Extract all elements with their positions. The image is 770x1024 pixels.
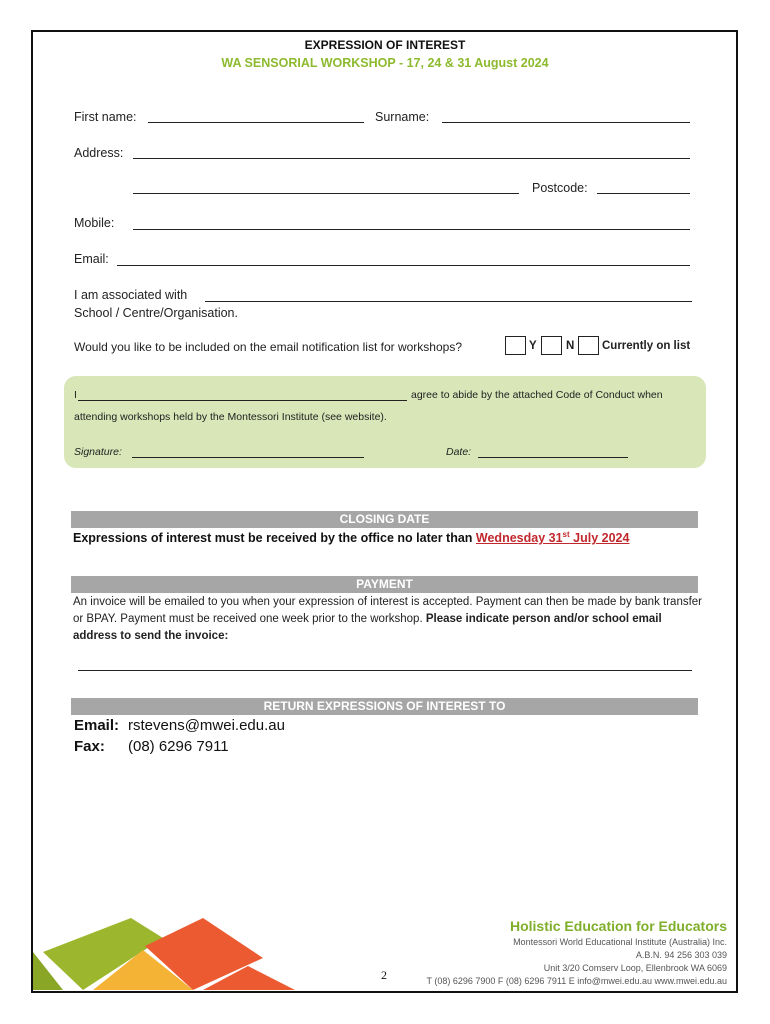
closing-date-text-line [73, 530, 629, 545]
closing-date-value [476, 531, 630, 545]
payment-text: An invoice will be emailed to you when your expression of interest is accepted. Payment can then be made by bank transfer or BPAY. Payment must be received one week prior to the workshop. [73, 596, 703, 625]
checkbox-currently-on-list[interactable] [578, 336, 599, 355]
footer-contact: T (08) 6296 7900 F (08) 6296 7911 E info@mwei.edu.au www.mwei.edu.au [426, 976, 727, 986]
date-field[interactable] [478, 457, 628, 458]
email-label: Email: [74, 252, 109, 266]
agree-prefix: I [74, 389, 77, 401]
closing-date-suffix: st [562, 530, 570, 539]
option-current-label: Currently on list [602, 340, 691, 352]
page-number: 2 [381, 968, 387, 982]
surname-field[interactable] [442, 122, 690, 123]
footer-tagline: Holistic Education for Educators [509, 918, 727, 934]
notification-question: Would you like to be included on the email notification list for workshops? [74, 340, 462, 354]
return-heading: RETURN EXPRESSIONS OF INTEREST TO [71, 698, 698, 715]
mobile-label: Mobile: [74, 216, 115, 230]
checkbox-yes[interactable] [505, 336, 526, 355]
email-field[interactable] [117, 265, 690, 266]
footer-abn: A.B.N. 94 256 303 039 [635, 950, 727, 960]
agree-text-2: attending workshops held by the Montessori Institute (see website). [74, 411, 387, 423]
associated-label: I am associated with [74, 288, 188, 302]
option-no-label: N [566, 340, 575, 352]
payment-paragraph [73, 594, 703, 645]
agree-text: agree to abide by the attached Code of Conduct when [411, 389, 663, 401]
footer-address: Unit 3/20 Comserv Loop, Ellenbrook WA 6069 [543, 963, 727, 973]
first-name-label: First name: [74, 110, 137, 124]
signature-label: Signature: [74, 446, 122, 458]
surname-label: Surname: [375, 110, 430, 124]
postcode-field[interactable] [597, 193, 690, 194]
return-email-label: Email: [74, 717, 120, 734]
date-label: Date: [446, 446, 472, 458]
closing-date-weekday: Wednesday 31 [475, 531, 563, 546]
first-name-field[interactable] [148, 122, 364, 123]
footer-org: Montessori World Educational Institute (Australia) Inc. [513, 937, 727, 947]
closing-date-text: Expressions of interest must be received by the office no later than [73, 531, 473, 546]
mobile-field[interactable] [133, 229, 690, 230]
closing-date-heading: CLOSING DATE [71, 511, 698, 528]
mwei-logo-graphic [33, 918, 303, 990]
invoice-email-field[interactable] [78, 670, 692, 671]
return-fax-label: Fax: [74, 738, 105, 755]
address-field-line-2[interactable] [133, 193, 519, 194]
closing-date-rest: July 2024 [569, 531, 630, 546]
payment-heading: PAYMENT [71, 576, 698, 593]
postcode-label: Postcode: [532, 181, 588, 195]
address-field-line-1[interactable] [133, 158, 690, 159]
agree-name-field[interactable] [78, 400, 407, 401]
signature-field[interactable] [132, 457, 364, 458]
return-email-value[interactable]: rstevens@mwei.edu.au [128, 717, 285, 734]
page-title: EXPRESSION OF INTEREST [304, 38, 466, 52]
address-label: Address: [74, 146, 124, 160]
page-subtitle: WA SENSORIAL WORKSHOP - 17, 24 & 31 August 2024 [221, 56, 549, 70]
option-yes-label: Y [529, 340, 537, 352]
associated-field[interactable] [205, 301, 692, 302]
return-fax-value: (08) 6296 7911 [128, 738, 229, 755]
payment-text-bold: Please indicate person and/or school email address to send the invoice: [73, 613, 662, 642]
checkbox-no[interactable] [541, 336, 562, 355]
associated-label-2: School / Centre/Organisation. [74, 306, 238, 320]
